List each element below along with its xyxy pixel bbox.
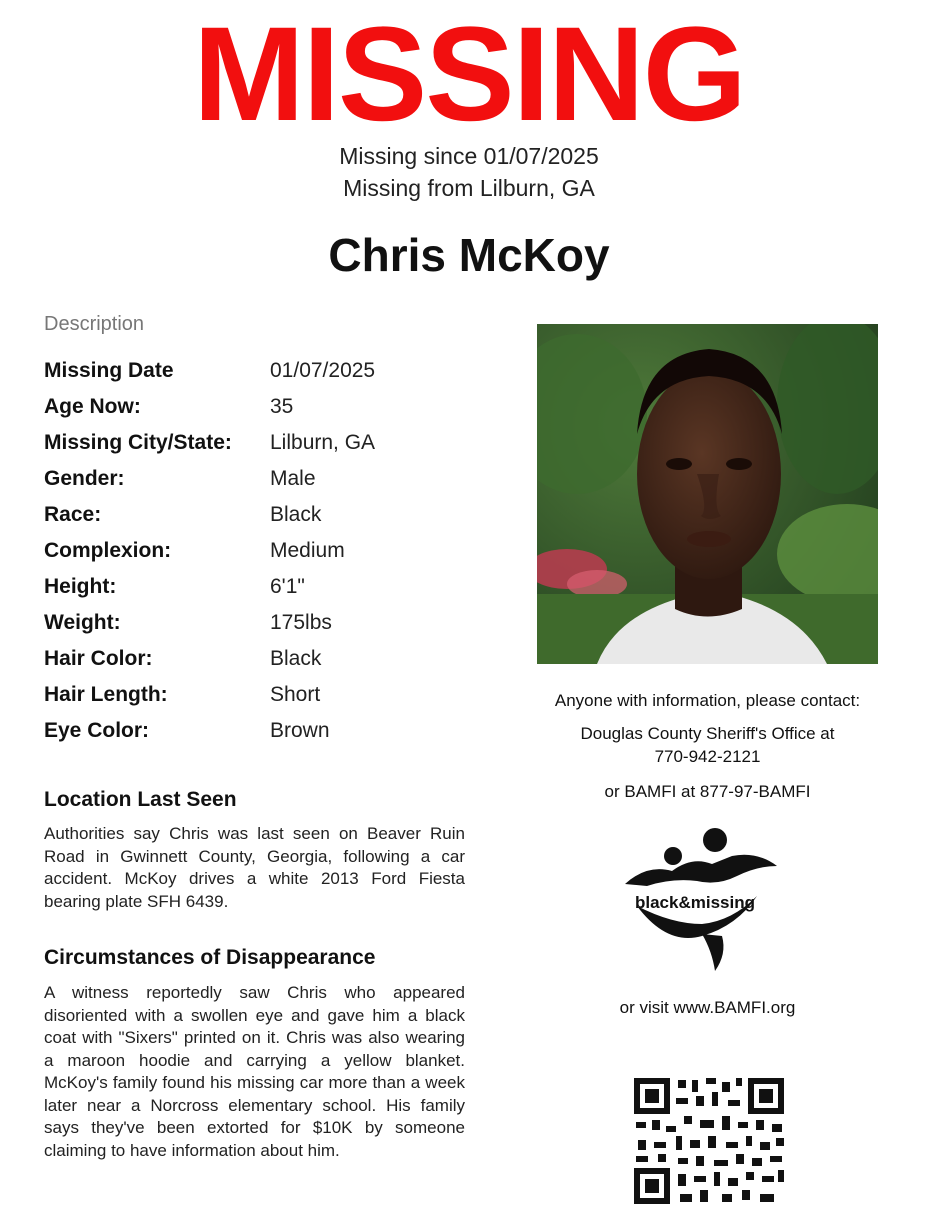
detail-row: [44, 605, 484, 641]
missing-headline: MISSING: [193, 0, 745, 149]
detail-value: 6'1": [270, 575, 305, 598]
detail-value: Black: [270, 503, 322, 526]
detail-row: [44, 641, 484, 677]
qr-code-icon: [632, 1076, 786, 1206]
person-name: Chris McKoy: [328, 229, 610, 281]
contact-agency: Douglas County Sheriff's Office at: [580, 724, 835, 743]
detail-label: Gender:: [44, 467, 125, 490]
bamfi-logo: [617, 826, 787, 971]
detail-value: Medium: [270, 539, 345, 562]
contact-intro: Anyone with information, please contact:: [554, 691, 861, 710]
contact-alt: or BAMFI at 877-97-BAMFI: [604, 782, 811, 801]
description-label: Description: [44, 313, 145, 335]
detail-label: Hair Color:: [44, 647, 153, 670]
circumstances-text: A witness reportedly saw Chris who appeared disoriented with a swollen eye and gave him a black coat with "Sixers" printed on it. Chris was also wearing a maroon hoodie and carrying a yellow blanket. McKoy's family found his missing car more than a week later near a Norcross elementary school. His family says they've been extorted for $10K by someone claiming to have information about him.: [44, 983, 465, 1160]
detail-label: Race:: [44, 503, 102, 526]
detail-value: Lilburn, GA: [270, 431, 376, 454]
person-photo: [537, 324, 878, 664]
detail-row: [44, 569, 484, 605]
missing-since-text: Missing since 01/07/2025: [339, 143, 599, 169]
detail-label: Hair Length:: [44, 683, 168, 706]
detail-label: Weight:: [44, 611, 121, 634]
missing-from-text: Missing from Lilburn, GA: [343, 175, 595, 201]
detail-row: [44, 389, 484, 425]
logo-text: black&missing: [635, 893, 755, 912]
detail-value: Short: [270, 683, 321, 706]
detail-value: 01/07/2025: [270, 359, 376, 382]
contact-phone: 770-942-2121: [654, 747, 761, 766]
detail-value: Brown: [270, 719, 330, 742]
detail-label: Missing Date: [44, 359, 174, 382]
contact-visit: or visit www.BAMFI.org: [619, 998, 796, 1017]
detail-row: [44, 677, 484, 713]
detail-row: [44, 353, 484, 389]
location-title: Location Last Seen: [44, 788, 237, 811]
detail-label: Complexion:: [44, 539, 172, 562]
detail-row: [44, 497, 484, 533]
detail-row: [44, 425, 484, 461]
location-text: Authorities say Chris was last seen on Beaver Ruin Road in Gwinnett County, Georgia, following a car accident. McKoy drives a white 2013 Ford Fiesta bearing plate SFH 6439.: [44, 824, 465, 911]
details-list: [44, 353, 484, 749]
detail-row: [44, 461, 484, 497]
detail-row: [44, 713, 484, 749]
detail-label: Eye Color:: [44, 719, 150, 742]
detail-label: Height:: [44, 575, 117, 598]
detail-value: Male: [270, 467, 316, 490]
detail-label: Missing City/State:: [44, 431, 232, 454]
detail-label: Age Now:: [44, 395, 141, 418]
detail-value: 35: [270, 395, 294, 418]
circumstances-title: Circumstances of Disappearance: [44, 946, 376, 969]
detail-value: Black: [270, 647, 322, 670]
detail-value: 175lbs: [270, 611, 332, 634]
detail-row: [44, 533, 484, 569]
